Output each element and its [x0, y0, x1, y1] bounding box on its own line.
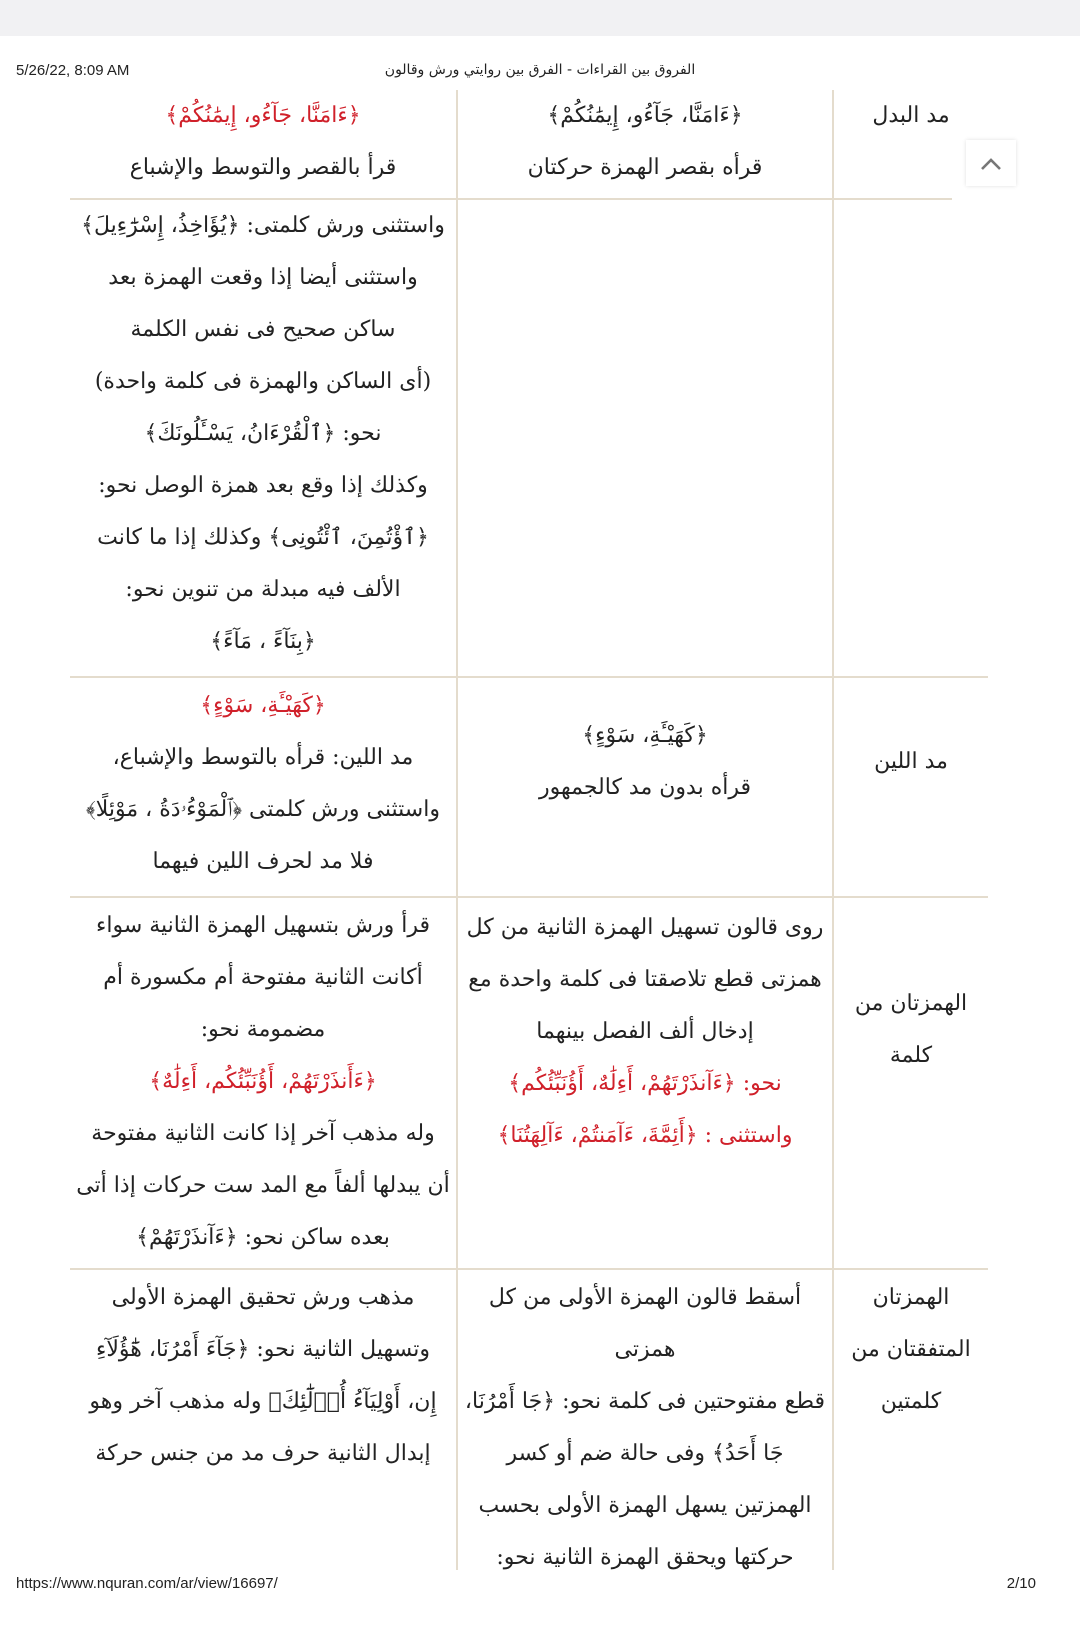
cell-text: حركتها ويحقق الهمزة الثانية نحو:: [496, 1545, 794, 1570]
cell-text: الألف فيه مبدلة من تنوين نحو:: [125, 577, 401, 602]
term-cell: [834, 736, 988, 788]
quran-quote: ﴿ءَأَنذَرْتَهُمْ، أَؤُنَبِّئُكُم، أَءِلَٰهٌ﴾: [149, 1069, 377, 1094]
cell-text: قرأ ورش بتسهيل الهمزة الثانية سواء: [96, 913, 430, 938]
term-text: مد البدل: [872, 103, 950, 128]
cell-text: الهمزتين يسهل الهمزة الأولى بحسب: [478, 1493, 812, 1518]
warsh-cell: [70, 198, 456, 668]
term-text: كلمتين: [880, 1389, 942, 1414]
quran-quote: ﴿ءَامَنَّا، جَآءُو، إِيمَٰنُكُمْ﴾: [165, 103, 361, 128]
cell-text: نحو: ﴿ٱلْقُرْءَانُ، يَسْـَٔلُونَكَ﴾: [144, 421, 382, 446]
cell-text: فلا مد لحرف اللين فيهما: [152, 849, 374, 874]
cell-text: واستثنى : ﴿أَئِمَّةَ، ءَآمَنتُمْ، ءَآلِهَتُنَا﴾: [497, 1123, 793, 1148]
cell-text: واستثنى أيضا إذا وقعت الهمزة بعد: [108, 265, 418, 290]
print-datetime: 5/26/22, 8:09 AM: [16, 62, 130, 79]
cell-text: قرأه بقصر الهمزة حركتان: [527, 155, 763, 180]
cell-text: وتسهيل الثانية نحو: ﴿جَآءَ أَمْرُنَا، هَٰٓؤُلَآءِ: [96, 1337, 430, 1362]
comparison-table: [70, 90, 988, 1570]
cell-text: أن يبدلها ألفاً مع المد ست حركات إذا أتى: [76, 1173, 450, 1198]
cell-text: جَا أَحَدُ﴾ وفى حالة ضم أو كسر: [506, 1441, 784, 1466]
qalun-cell: [458, 90, 832, 194]
term-cell: [834, 1272, 988, 1428]
quran-quote: ﴿كَهَيْـَٔةِ، سَوْءٍ﴾: [200, 693, 326, 718]
print-url: https://www.nquran.com/ar/view/16697/: [16, 1575, 278, 1592]
cell-text: أسقط قالون الهمزة الأولى من كل همزتى: [488, 1285, 802, 1362]
warsh-cell: [70, 680, 456, 888]
cell-text: مذهب ورش تحقيق الهمزة الأولى: [111, 1285, 415, 1310]
cell-text: قرأه بدون مد كالجمهور: [539, 775, 751, 800]
qalun-cell: [458, 1272, 832, 1584]
cell-text: واستثنى ورش كلمتى ﴿ٱلْمَوْءُۥدَةُ ، مَوْئِلًا﴾: [86, 797, 440, 822]
term-text: كلمة: [889, 1043, 933, 1068]
row-divider: [70, 676, 988, 678]
warsh-cell: [70, 90, 456, 194]
cell-text: وله مذهب آخر إذا كانت الثانية مفتوحة: [91, 1121, 435, 1146]
qalun-cell: [458, 874, 832, 1162]
term-cell: [834, 978, 988, 1082]
row-divider: [70, 1268, 988, 1270]
cell-text: همزتى قطع تلاصقتا فى كلمة واحدة مع: [468, 967, 822, 992]
warsh-cell: [70, 900, 456, 1264]
cell-text: وكذلك إذا وقع بعد همزة الوصل نحو:: [98, 473, 428, 498]
term-text: الهمزتان من: [854, 991, 968, 1016]
cell-text: ساكن صحيح فى نفس الكلمة: [130, 317, 396, 342]
quran-quote: ﴿كَهَيْـَٔةِ، سَوْءٍ﴾: [582, 723, 708, 748]
quran-quote: ﴿بِنَآءً ، مَآءً﴾: [210, 629, 316, 654]
cell-text: مد اللين: قرأه بالتوسط والإشباع،: [112, 745, 414, 770]
cell-text: واستثنى ورش كلمتى: ﴿يُؤَاخِذُ، إِسْرَٰٓءِيلَ﴾: [81, 213, 445, 238]
cell-text: نحو: ﴿ءَآنذَرْتَهُمْ، أَءِلَٰهٌ، أَؤُنَبِّئُكُم﴾: [508, 1071, 782, 1096]
cell-text: أكانت الثانية مفتوحة أم مكسورة أم: [103, 965, 423, 990]
cell-text: بعده ساكن نحو: ﴿ءَآنذَرْتَهُمْ﴾: [136, 1225, 390, 1250]
print-page-title: الفروق بين القراءات - الفرق بين روايتي ورش وقالون: [384, 62, 696, 78]
cell-text: قطع مفتوحتين فى كلمة نحو: ﴿جَا أَمْرُنَا،: [464, 1389, 826, 1414]
warsh-cell: [70, 1272, 456, 1480]
cell-text: ﴿ٱؤْتُمِنَ، ٱئْتُونِى﴾ وكذلك إذا ما كانت: [97, 525, 429, 550]
quran-quote: ﴿ءَامَنَّا، جَآءُو، إِيمَٰنُكُمْ﴾: [547, 103, 743, 128]
cell-text: إِن، أَوْلِيَآءُ أُو۟لَٰٓئِكَ﴾ وله مذهب آخر وهو: [89, 1389, 437, 1414]
cell-text: إبدال الثانية حرف مد من جنس حركة: [95, 1441, 431, 1466]
cell-text: إدخال ألف الفصل بينهما: [536, 1019, 754, 1044]
cell-text: مضمومة نحو:: [200, 1017, 326, 1042]
term-text: الهمزتان: [872, 1285, 950, 1310]
cell-text: روى قالون تسهيل الهمزة الثانية من كل: [466, 915, 824, 940]
qalun-cell: [458, 710, 832, 814]
term-text: مد اللين: [874, 749, 948, 774]
page-number: 2/10: [1006, 1575, 1036, 1592]
term-cell: [834, 90, 988, 142]
cell-text: قرأ بالقصر والتوسط والإشباع: [129, 155, 397, 180]
cell-text: (أى الساكن والهمزة فى كلمة واحدة): [94, 369, 432, 394]
term-text: المتفقتان من: [851, 1337, 971, 1362]
